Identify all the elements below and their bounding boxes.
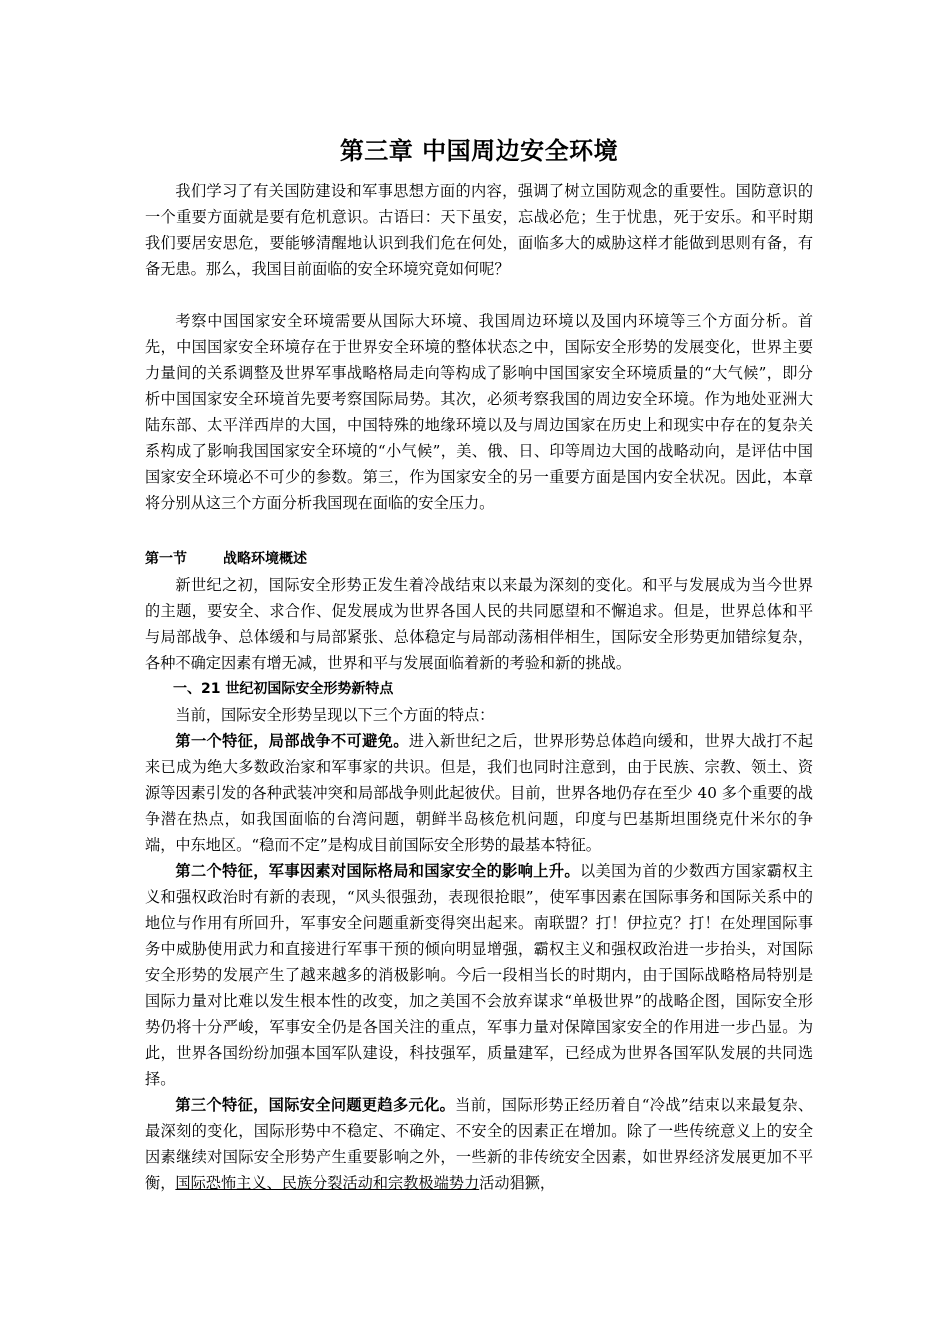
sub-heading: 一、21 世纪初国际安全形势新特点 — [173, 681, 394, 697]
section-number: 第一节 — [145, 551, 187, 567]
intro-paragraph-1: 我们学习了有关国防建设和军事思想方面的内容，强调了树立国防观念的重要性。国防意识的一个重要方面就是要有危机意识。古语曰：天下虽安，忘战必危；生于忧患，死于安乐。和平时期我们要居安思危，要能够清醒地认识到我们危在何处，面临多大的威胁这样才能做到思则有备，有备无患。那么，我国目前面临的安全环境究竟如何呢？ — [145, 182, 813, 278]
feature-2-lead: 第二个特征，军事因素对国际格局和国家安全的影响上升。 — [175, 862, 580, 880]
section-paragraph-2: 当前，国际安全形势呈现以下三个方面的特点： — [175, 706, 495, 724]
chapter-title: 第三章 中国周边安全环境 — [339, 137, 619, 165]
section-paragraph-1: 新世纪之初，国际安全形势正发生着冷战结束以来最为深刻的变化。和平与发展成为当今世界的主题，要安全、求合作、促发展成为世界各国人民的共同愿望和不懈追求。但是，世界总体和平与局部战争、总体缓和与局部紧张、总体稳定与局部动荡相伴相生，国际安全形势更加错综复杂，各种不确定因素有增无减，世界和平与发展面临着新的考验和新的挑战。 — [145, 576, 813, 672]
document-page — [145, 132, 813, 1196]
feature-3-text: 当前，国际形势正经历着自“冷战”结束以来最复杂、最深刻的变化，国际形势中不稳定、不确定、不安全的因素正在增加。除了一些传统意义上的安全因素继续对国际安全形势产生重要影响之外，一些新的非传统安全因素，如世界经济发展更加不平衡， — [145, 1096, 814, 1192]
feature-1-paragraph — [145, 728, 813, 858]
feature-3-lead: 第三个特征，国际安全问题更趋多元化。 — [175, 1096, 456, 1114]
section-spacer — [145, 516, 813, 546]
feature-1-text: 进入新世纪之后，世界形势总体趋向缓和，世界大战打不起来已成为绝大多数政治家和军事家的共识。但是，我们也同时注意到，由于民族、宗教、领土、资源等因素引发的各种武装冲突和局部战争则此起彼伏。目前，世界各地仍存在至少 40 多个重要的战争潜在热点，如我国面临的台湾问题，朝鲜半岛核危机问题，印度与巴基斯坦围绕克什米尔的争端，中东地区。“稳而不定”是构成目前国际安全形势的最基本特征。 — [145, 732, 814, 854]
section-title: 战略环境概述 — [223, 551, 307, 567]
feature-3-tail-text: 活动猖獗， — [479, 1174, 556, 1192]
intro-paragraph-2: 考察中国国家安全环境需要从国际大环境、我国周边环境以及国内环境等三个方面分析。首先，中国国家安全环境存在于世界安全环境的整体状态之中，国际安全形势的发展变化，世界主要力量间的关系调整及世界军事战略格局走向等构成了影响中国国家安全环境质量的“大气候”，即分析中国国家安全环境首先要考察国际局势。其次，必须考察我国的周边安全环境。作为地处亚洲大陆东部、太平洋西岸的大国，中国特殊的地缘环境以及与周边国家在历史上和现实中存在的复杂关系构成了影响我国国家安全环境的“小气候”，美、俄、日、印等周边大国的战略动向，是评估中国国家安全环境必不可少的参数。第三，作为国家安全的另一重要方面是国内安全状况。因此，本章将分别从这三个方面分析我国现在面临的安全压力。 — [145, 312, 813, 512]
feature-3-underlined-text: 国际恐怖主义、民族分裂活动和宗教极端势力 — [175, 1174, 480, 1192]
feature-3-paragraph — [145, 1092, 813, 1196]
paragraph-spacer — [145, 282, 813, 308]
feature-1-lead: 第一个特征，局部战争不可避免。 — [175, 732, 409, 750]
feature-2-text: 以美国为首的少数西方国家霸权主义和强权政治时有新的表现，“风头很强劲，表现很抢眼”，使军事因素在国际事务和国际关系中的地位与作用有所回升，军事安全问题重新变得突出起来。南联盟？打！伊拉克？打！在处理国际事务中威胁使用武力和直接进行军事干预的倾向明显增强，霸权主义和强权政治进一步抬头，对国际安全形势的发展产生了越来越多的消极影响。今后一段相当长的时期内，由于国际战略格局特别是国际力量对比难以发生根本性的改变，加之美国不会放弃谋求“单极世界”的战略企图，国际安全形势仍将十分严峻，军事安全仍是各国关注的重点，军事力量对保障国家安全的作用进一步凸显。为此，世界各国纷纷加强本国军队建设，科技强军，质量建军，已经成为世界各国军队发展的共同选择。 — [145, 862, 814, 1088]
feature-2-paragraph — [145, 858, 813, 1092]
section-heading — [145, 546, 813, 572]
